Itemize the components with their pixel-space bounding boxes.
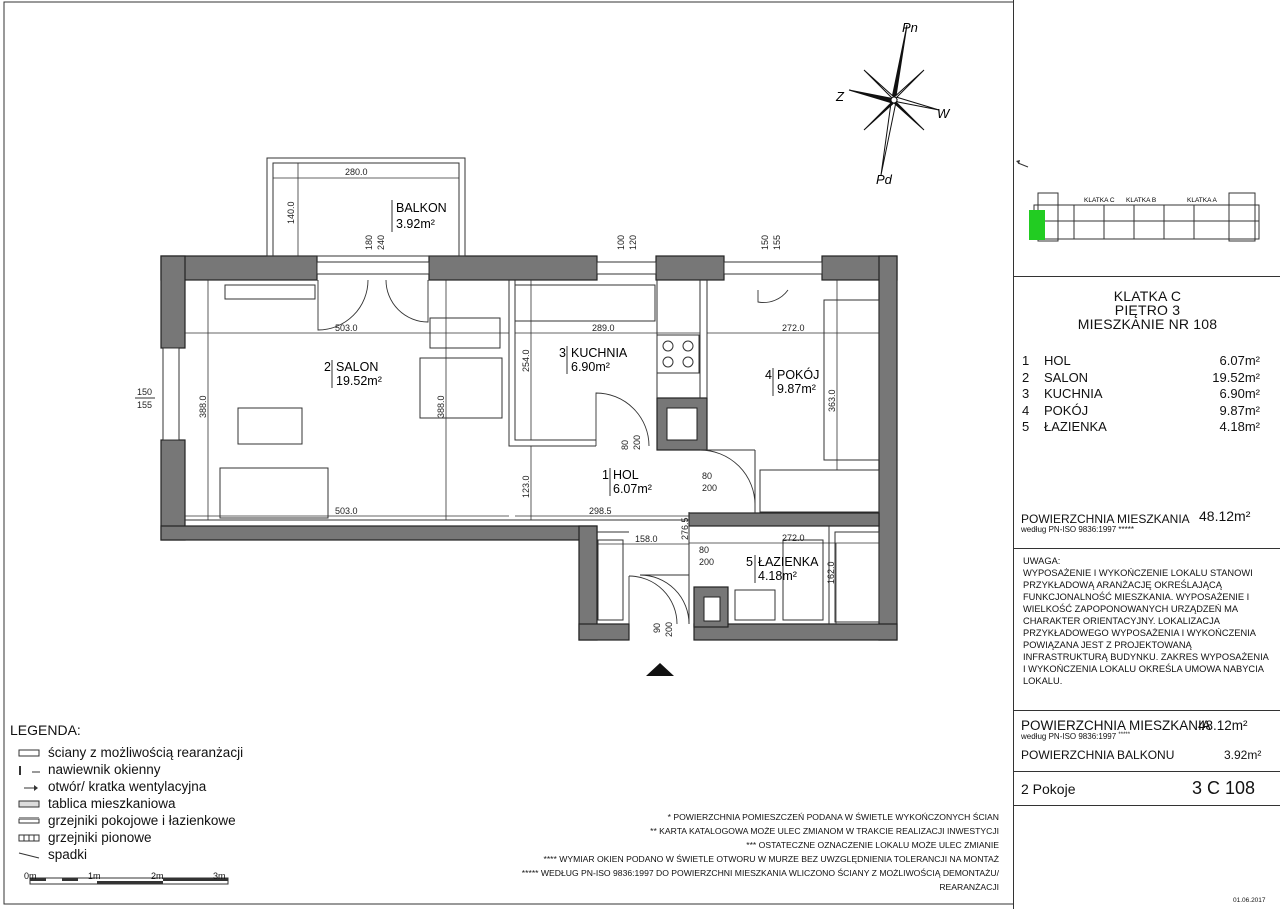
compass-north: Pn — [902, 20, 918, 35]
svg-text:150: 150 — [137, 387, 153, 397]
svg-text:80: 80 — [702, 471, 713, 481]
svg-text:1: 1 — [602, 468, 609, 482]
key-plan — [1014, 155, 1280, 255]
svg-text:240: 240 — [376, 234, 386, 250]
svg-text:2: 2 — [324, 360, 331, 374]
scale-0: 0m — [24, 871, 37, 881]
svg-text:162.0: 162.0 — [826, 561, 836, 584]
svg-text:4.18m²: 4.18m² — [758, 569, 797, 583]
scale-2: 2m — [151, 871, 164, 881]
svg-text:272.0: 272.0 — [782, 323, 805, 333]
svg-text:80: 80 — [699, 545, 710, 555]
vent-opening-icon — [18, 783, 40, 792]
svg-text:503.0: 503.0 — [335, 323, 358, 333]
svg-text:503.0: 503.0 — [335, 506, 358, 516]
summary-area-value: 48.12m² — [1198, 718, 1248, 733]
svg-text:200: 200 — [702, 483, 718, 493]
key-plan-highlight — [1029, 210, 1045, 240]
slope-icon — [18, 851, 40, 860]
svg-text:289.0: 289.0 — [592, 323, 615, 333]
svg-text:SALON: SALON — [336, 360, 379, 374]
svg-text:298.5: 298.5 — [589, 506, 612, 516]
svg-text:HOL: HOL — [613, 468, 639, 482]
balkon-area-label: POWIERZCHNIA BALKONU — [1021, 748, 1175, 762]
svg-text:200: 200 — [664, 621, 674, 637]
radiator-icon — [18, 817, 40, 826]
vertical-radiator-icon — [18, 834, 40, 843]
list-item: 2 SALON 19.52m² — [1022, 370, 1260, 385]
panel-title-stair: KLATKA C — [1113, 288, 1182, 304]
svg-text:5: 5 — [746, 555, 753, 569]
svg-text:90: 90 — [652, 622, 662, 633]
room-label-balkon — [392, 200, 447, 232]
entrance-arrow — [646, 663, 674, 676]
room-label-kuchnia — [559, 346, 628, 374]
summary-area-label: POWIERZCHNIA MIESZKANIA — [1021, 718, 1211, 733]
panel-title-apartment: MIESZKANIE NR 108 — [1077, 316, 1218, 332]
svg-text:363.0: 363.0 — [827, 389, 837, 412]
svg-text:6.07m²: 6.07m² — [613, 482, 652, 496]
dimension-labels — [135, 167, 837, 637]
svg-text:BALKON: BALKON — [396, 201, 447, 215]
compass-rose — [849, 25, 939, 175]
keyplan-label-c: KLATKA C — [1084, 197, 1115, 204]
list-item: 1 HOL 6.07m² — [1022, 353, 1260, 368]
svg-text:254.0: 254.0 — [521, 349, 531, 372]
svg-text:6.90m²: 6.90m² — [571, 360, 610, 374]
svg-text:272.0: 272.0 — [782, 533, 805, 543]
uwaga-title: UWAGA: — [1023, 556, 1061, 566]
apartment-code: 3 C 108 — [1192, 778, 1256, 798]
scale-bar — [20, 870, 240, 890]
list-item: 4 POKÓJ 9.87m² — [1022, 403, 1260, 418]
room-label-hol — [602, 468, 652, 496]
compass-south: Pd — [876, 172, 892, 187]
svg-text:19.52m²: 19.52m² — [336, 374, 382, 388]
svg-text:9.87m²: 9.87m² — [777, 382, 816, 396]
panel-title-floor: PIĘTRO 3 — [1114, 302, 1181, 318]
balkon-area-value: 3.92m² — [1224, 748, 1262, 762]
svg-text:3: 3 — [559, 346, 566, 360]
windows — [163, 262, 822, 440]
svg-text:120: 120 — [628, 234, 638, 250]
info-panel: KLATKA C KLATKA B KLATKA A KLATKA C PIĘTRO 3 MIESZKANIE NR 108 1 HOL 6.07m² 2 SALON 19.52m² 3 KUCHNIA 6.90m² 4 POKÓJ 9.87m² 5 ŁAZIENKA 4.18m² POWIERZCHNIA MIESZKANIA według PN-ISO 9836:1997 ***** 48.12m² UWAGA: WYPOSAŻENIE I WYKOŃCZENIE LOKALU STANOWI PRZYKŁADOWĄ ARANŻACJĘ OKREŚLAJĄCĄ FUNKCJONALNOŚĆ MIESZKANIA. WYPOSAŻENIE I WIELKOŚĆ ZAPOPONOWANYCH URZĄDZEŃ MA CHARAKTER ORIENTACYJNY. LOKALIZACJA PRZYKŁADOWEGO WYPOSAŻENIA I WYKOŃCZENIA POWIĄZANA JEST Z PROJEKTOWANĄ INFRASTRUKTURĄ BUDYNKU. ZAKRES WYPOSAŻENIA I WYKOŃCZENIA LOKALU OKREŚLA UMOWA NABYCIA LOKALU. POWIERZCHNIA MIESZKANIA 48.12m² według PN-ISO 9836:1997 ***** POWIERZCHNIA BALKONU 3.92m² 2 Pokoje 3 C 108 01.06.2017 — [1013, 0, 1280, 909]
svg-text:123.0: 123.0 — [521, 475, 531, 498]
svg-text:80: 80 — [620, 439, 630, 450]
svg-text:180: 180 — [364, 234, 374, 250]
summary-area-sub: według PN-ISO 9836:1997 ***** — [1021, 732, 1131, 741]
svg-text:388.0: 388.0 — [198, 395, 208, 418]
svg-text:388.0: 388.0 — [436, 395, 446, 418]
scale-3: 3m — [213, 871, 226, 881]
svg-text:140.0: 140.0 — [286, 201, 296, 224]
total-area-label: POWIERZCHNIA MIESZKANIA — [1021, 512, 1190, 526]
svg-text:KUCHNIA: KUCHNIA — [571, 346, 628, 360]
svg-text:POKÓJ: POKÓJ — [777, 368, 820, 382]
list-item: 3 KUCHNIA 6.90m² — [1022, 386, 1260, 401]
window-vent-icon — [18, 766, 40, 775]
svg-text:155: 155 — [772, 234, 782, 250]
apartment-panel-icon — [18, 800, 40, 809]
list-item: 5 ŁAZIENKA 4.18m² — [1022, 419, 1260, 434]
scale-1: 1m — [88, 871, 101, 881]
total-area-sub: według PN-ISO 9836:1997 ***** — [1021, 525, 1134, 534]
room-label-lazienka — [746, 555, 819, 583]
svg-text:ŁAZIENKA: ŁAZIENKA — [758, 555, 819, 569]
svg-text:150: 150 — [760, 234, 770, 250]
room-label-salon — [324, 360, 382, 388]
keyplan-label-b: KLATKA B — [1126, 197, 1157, 204]
drawing-date: 01.06.2017 — [1233, 897, 1266, 904]
svg-text:155: 155 — [137, 400, 153, 410]
rearrangeable-wall-icon — [18, 749, 40, 758]
svg-text:200: 200 — [699, 557, 715, 567]
compass-west: W — [937, 106, 950, 121]
room-label-pokoj — [765, 367, 819, 396]
legend-title: LEGENDA: — [10, 722, 81, 738]
svg-text:280.0: 280.0 — [345, 167, 368, 177]
keyplan-label-a: KLATKA A — [1187, 197, 1217, 204]
svg-text:4: 4 — [765, 368, 772, 382]
svg-text:200: 200 — [632, 434, 642, 450]
compass-east: Z — [836, 89, 844, 104]
svg-text:100: 100 — [616, 234, 626, 250]
svg-text:158.0: 158.0 — [635, 534, 658, 544]
svg-text:276.5: 276.5 — [680, 517, 690, 540]
door-swings — [318, 280, 788, 624]
svg-text:3.92m²: 3.92m² — [396, 217, 435, 231]
rooms-count: 2 Pokoje — [1021, 781, 1076, 797]
total-area-value: 48.12m² — [1199, 508, 1251, 524]
